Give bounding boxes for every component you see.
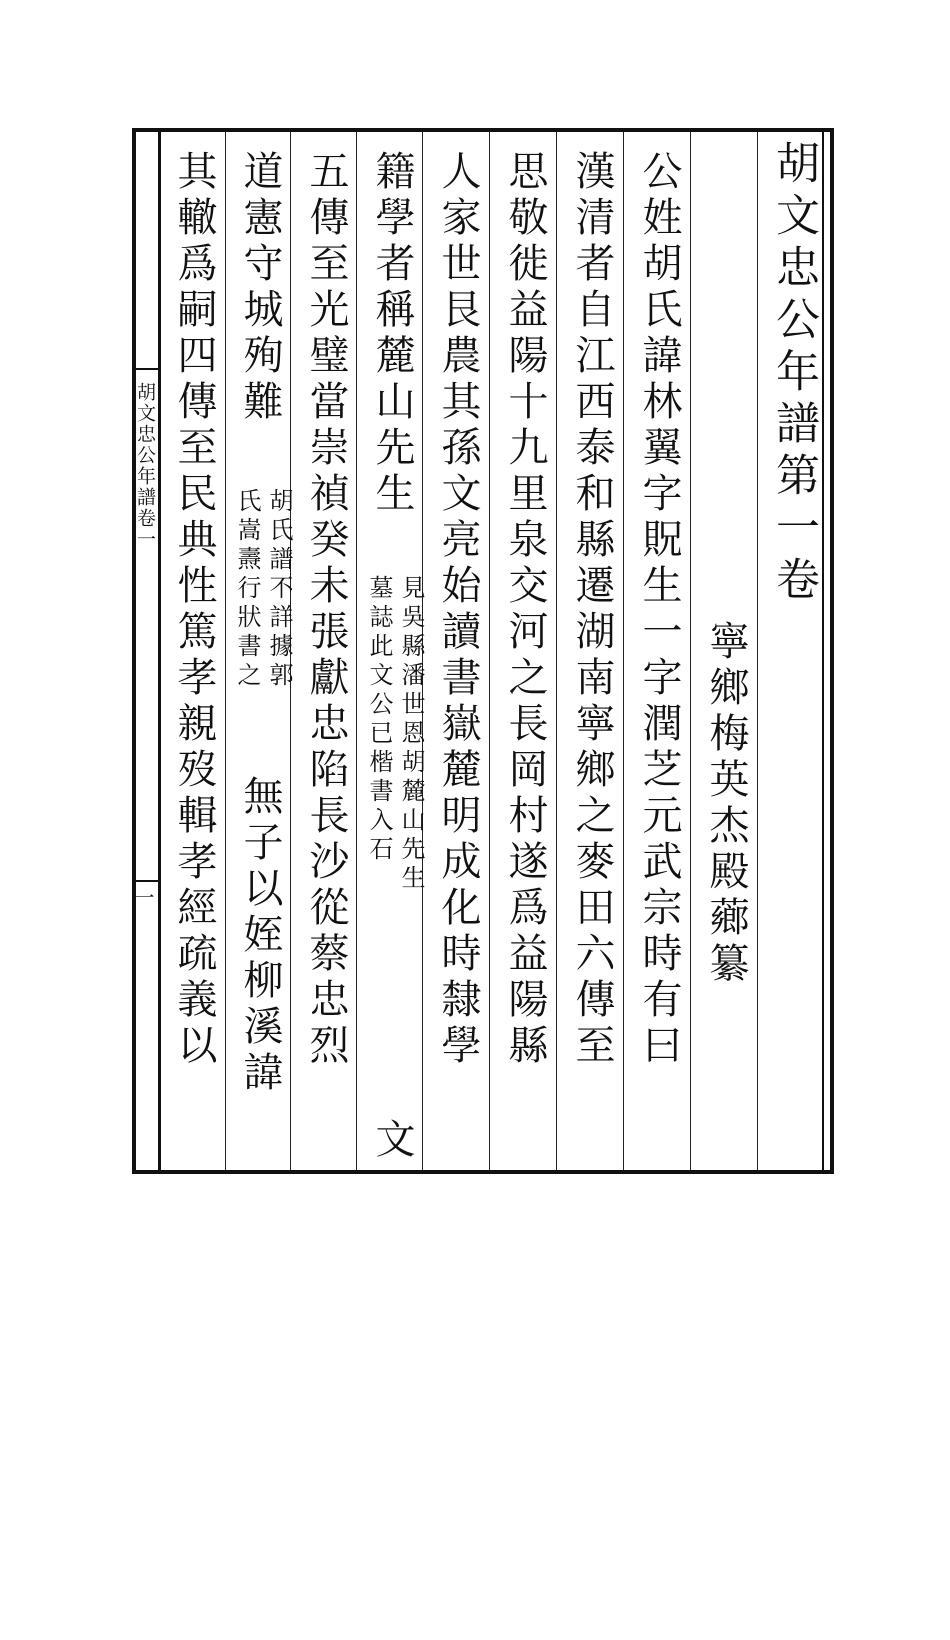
column-rule [225,132,226,1170]
column-rule [690,132,691,1170]
column-rule [757,132,758,1170]
title-column: 胡文忠公年譜第一卷 [768,140,819,608]
fold-page-number: 一 [131,887,155,907]
annotation-right-line: 見吳縣潘世恩胡麓山先生 [397,575,425,894]
text-column-9-tail: 無子以姪柳溪諱 [237,775,283,1097]
text-column-9-main: 道憲守城殉難 [237,150,283,426]
column-rule [556,132,557,1170]
text-column-10: 其轍爲嗣四傳至民典性篤孝親歿輯孝經疏義以 [171,150,217,1070]
annotation-left-line: 氏嵩燾行狀書之 [233,488,261,691]
text-column-7-main: 籍學者稱麓山先生 [369,150,415,518]
fold-mid-mark [136,880,158,882]
annotation-left-line: 墓誌此文公已楷書入石 [365,575,393,865]
fold-top-mark [136,368,158,370]
text-column-3: 公姓胡氏諱林翼字貺生一字潤芝元武宗時有曰 [636,150,682,1070]
text-column-8: 五傳至光璧當崇禎癸未張獻忠陷長沙從蔡忠烈 [303,150,349,1070]
text-column-6: 人家世艮農其孫文亮始讀書嶽麓明成化時隸學 [435,150,481,1070]
text-column-4: 漢清者自江西泰和縣遷湖南寧鄉之麥田六傳至 [569,150,615,1070]
column-rule [489,132,490,1170]
annotation-right-line: 胡氏譜不詳據郭 [265,488,293,691]
text-column-5: 思敬徙益陽十九里泉交河之長岡村遂爲益陽縣 [502,150,548,1070]
text-column-7-tail: 文 [369,1118,415,1164]
compiler-column: 寧鄉梅英杰殿薌纂 [703,620,749,988]
center-fold [131,132,158,1170]
column-rule [623,132,624,1170]
fold-title: 胡文忠公年譜卷一 [134,382,156,550]
inner-left-rule [158,132,161,1170]
